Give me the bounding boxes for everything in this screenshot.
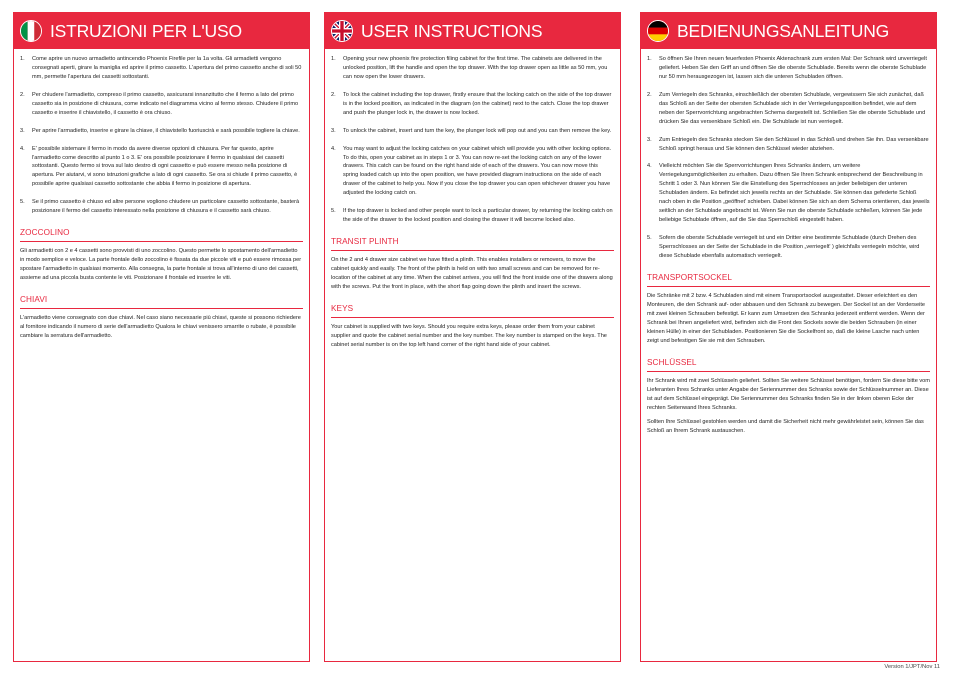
step-number: 1.: [331, 56, 336, 62]
instruction-item: [647, 55, 930, 82]
section-heading-plinth: TRANSPORTSOCKEL: [647, 271, 930, 287]
instruction-item: [20, 127, 303, 136]
step-number: 3.: [20, 127, 25, 134]
step-number: 3.: [647, 136, 652, 143]
step-number: 5.: [331, 208, 336, 215]
step-text: Vielleicht möchten Sie die Sperrvorrichtungen Ihres Schranks ändern, um weitere Verriegelungsmöglichkeiten zu erhalten. Dazu öffnen Sie Ihren Schrank entsprechend der Beschreibung in Schritt 1 oder 3. Nun können Sie die Einstellung des Sperrschlosses an jeder beliebigen der unteren Schubladen ändern. Es befindet sich jeweils rechts an der Schublade. Sie können das gefederte Schloß nach oben in die Position „geöffnet' schieben. Dabei können Sie sich an dem Schema orientieren, das jeweils seitlich an der Schublade angebracht ist. Wenn Sie nun die oberste Schublade schließen, können Sie jede beliebige Schublade öffnen, auf die Sie das Sperrschloß eingestellt haben.: [659, 163, 930, 224]
step-text: E' possibile sistemare il fermo in modo da avere diverse opzioni di chiusura. Per far questo, aprire l'armadietto come descritto al punto 1 o 3. E' ora possibile posizionare il fermo in qualsiasi dei cassetti sottostanti. Questo fermo si trova sul lato destro di ogni cassetto e può essere messo nella posizione di apertura. Per aiutarvi, vi sono istruzioni grafiche a lato di ogni cassetto. Se ora si chiude il primo cassetto, è possibile aprire qualsiasi cassetto sottostante che abbia il fermo in posizione di apertura.: [32, 145, 298, 188]
section-paragraph: Die Schränke mit 2 bzw. 4 Schubladen sind mit einem Transportsockel ausgestattet. Dieser erleichtert es den Monteuren, die den Schrank auf- oder abbauen und den Schrank zu bewegen. Der Sockel ist an der Vorderseite mit zwei kleinen Schrauben befestigt. Er kann zum Umsetzen des Schranks jederzeit entfernt werden. Wenn der Schrank bei Ihnen angeliefert wird, befinden sich die Front des Sockels sowie die beiden Schrauben (in einer kleinen Hülle) in einer der Schubladen. Positionieren Sie die Sockelfront so, daß die kleine Lasche nach unten zeigt und befestigen Sie sie mit den Schrauben.: [647, 292, 925, 344]
step-text: Se il primo cassetto è chiuso ed altre persone vogliono chiudere un particolare cassetto sottostante, basterà posizionare il fermo del cassetto interessato nella posizione di chiusura e il cassetto sarà chiuso.: [32, 199, 300, 215]
section-heading-keys: CHIAVI: [20, 293, 303, 309]
step-text: To lock the cabinet including the top drawer, firstly ensure that the locking catch on the side of the top drawer is in the locked position, as indicated in the diagram (on the cabinet) next to the catch. Close the top drawer and push the plunger lock in, the drawer is now locked.: [343, 91, 612, 116]
instruction-list: [20, 55, 303, 216]
step-number: 2.: [331, 91, 336, 98]
column-title: ISTRUZIONI PER L'USO: [50, 20, 242, 41]
instruction-item: [331, 127, 614, 136]
instruction-item: [647, 234, 930, 261]
section-paragraph: Sollten Ihre Schlüssel gestohlen werden und damit die Sicherheit nicht mehr gewährleistet sein, können Sie das Schloß an Ihrem Schrank austauschen.: [647, 419, 924, 435]
instruction-item: [20, 91, 303, 118]
column-body: [14, 49, 309, 341]
step-text: Per aprire l'armadietto, inserire e girare la chiave, il chiavistello fuoriuscirà e sarà possibile togliere la chiave.: [32, 127, 300, 134]
step-text: To unlock the cabinet, insert and turn the key, the plunger lock will pop out and you can then remove the key.: [343, 127, 612, 134]
step-number: 4.: [20, 145, 25, 152]
step-text: If the top drawer is locked and other people want to lock a particular drawer, by returning the locking catch on the side of the drawer to the locked position and closing the drawer it will become locked also.: [343, 208, 613, 224]
step-text: You may want to adjust the locking catches on your cabinet which will provide you with other locking options. To do this, open your cabinet as in steps 1 or 3. You can now re-set the locking catch on any of the lower drawers. This catch can be found on the right hand side of each of the drawers. You can now move this spring loaded catch up into the open position, we have provided diagram instructions on the side of each drawer of the cabinet to help you. Now if you close the top drawer you can open whichever drawer you have adjusted the locking catch on.: [343, 145, 612, 197]
step-text: So öffnen Sie Ihren neuen feuerfesten Phoenix Aktenschrank zum ersten Mal: Der Schrank wird unverriegelt geliefert. Heben Sie den Griff an und öffnen Sie die oberste Schublade. Bereits wenn die oberste Schublade nur 50 mm herausgezogen ist, lassen sich die unteren Schubladen öffnen.: [659, 56, 927, 80]
italy-flag-icon: [20, 20, 42, 42]
instruction-item: [331, 91, 614, 118]
column-header: [14, 13, 309, 49]
instruction-item: [331, 145, 614, 199]
instruction-item: [647, 162, 930, 225]
step-number: 1.: [647, 56, 652, 62]
column-header: [641, 13, 936, 49]
section-heading-keys: KEYS: [331, 302, 614, 318]
germany-flag-icon: [647, 20, 669, 42]
step-text: Zum Entriegeln des Schranks stecken Sie den Schlüssel in das Schloß und drehen Sie ihn. Das versenkbare Schloß springt heraus und Sie können den Schlüssel wieder abziehen.: [659, 136, 929, 152]
step-text: Come aprire un nuovo armadietto antincendio Phoenix Firefile per la 1a volta. Gli armadietti vengono consegnati aperti, girare la maniglia ed aprire il primo cassetto. L'apertura del primo cassetto anche di soli 50 mm, permette l'apertura dei cassetti sottostanti.: [32, 56, 302, 80]
step-number: 4.: [331, 145, 336, 152]
instruction-item: [331, 55, 614, 82]
instruction-item: [20, 145, 303, 190]
instruction-item: [20, 55, 303, 82]
step-number: 1.: [20, 56, 25, 62]
instruction-list: [647, 55, 930, 261]
section-paragraph: Your cabinet is supplied with two keys. Should you require extra keys, please order them from your cabinet supplier and quote the cabinet serial number and the key number. The key number is stamped on the keys. The cabinet serial number is on the top left hand corner of the right hand side of your cabinet.: [331, 324, 607, 348]
instruction-list: [331, 55, 614, 225]
step-text: Zum Verriegeln des Schranks, einschließlich der obersten Schublade, vergewissern Sie sich zunächst, daß das Schloß an der Seite der obersten Schublade sich in der Verriegelungsposition befindet, wie auf dem neben der Sperrvorrichtung angebrachten Schema dargestellt ist. Schließen Sie die oberste Schublade und drücken Sie das versenkbare Schloß ein. Die Schublade ist nun verriegelt.: [659, 91, 926, 125]
instruction-item: [647, 91, 930, 127]
column-title: BEDIENUNGSANLEITUNG: [677, 20, 890, 41]
instruction-item: [20, 198, 303, 216]
column-body: [641, 49, 936, 436]
section-heading-keys: SCHLÜSSEL: [647, 356, 930, 372]
step-number: 5.: [20, 199, 25, 206]
step-number: 4.: [647, 163, 652, 170]
column-german: [640, 12, 937, 662]
column-header: [325, 13, 620, 49]
step-number: 5.: [647, 235, 652, 241]
section-paragraph: L'armadietto viene consegnato con due chiavi. Nel caso siano necessarie più chiavi, queste si possono richiedere al fornitore indicando il numero di serie dell'armadietto Qualora le chiavi venissero smarrite o rubate, è possibile cambiare la serratura dell'armadietto.: [20, 315, 301, 339]
section-heading-plinth: ZOCCOLINO: [20, 226, 303, 242]
step-number: 3.: [331, 127, 336, 134]
step-text: Per chiudere l'armadietto, compreso il primo cassetto, assicurarsi innanzitutto che il fermo a lato del primo cassetto sia in posizione di chiusura, come indicato nel diagramma vicino al fermo stesso. Chiudere il primo cassetto e inserire il chiavistello, il cassetto è ora chiuso.: [32, 91, 299, 116]
column-english: [324, 12, 621, 662]
step-text: Opening your new phoenix fire protection filing cabinet for the first time. The cabinets are delivered in the unlocked position, lift the handle and open the top drawer. With the top drawer open as little as 50 mm, you can now open the lower drawers.: [343, 56, 608, 80]
column-title: USER INSTRUCTIONS: [361, 20, 543, 41]
step-text: Sofern die oberste Schublade verriegelt ist und ein Dritter eine bestimmte Schublade (durch Drehen des Sperrschlosses an der Seite der Schublade in die Position „verriegelt' ) gleichfalls verriegeln möchte, wird diese Schublade ebenfalls automatisch verriegelt.: [659, 235, 920, 259]
column-body: [325, 49, 620, 350]
uk-flag-icon: [331, 20, 353, 42]
column-italian: [13, 12, 310, 662]
section-paragraph: Gli armadietti con 2 e 4 cassetti sono provvisti di uno zoccolino. Questo permette lo spostamento dell'armadietto in modo semplice e veloce. La parte frontale dello zoccolino è fissata da due piccole viti e può essere rimossa per spostare l'armadietto in qualsiasi momento. Alla consegna, la parte frontale si trova all'interno di uno dei cassetti, assieme ad una piccola busta contente le viti. Posizionare il frontale ed inserire le viti.: [20, 248, 302, 282]
version-label: Version 1/JPT/Nov 11: [884, 664, 940, 670]
section-heading-plinth: TRANSIT PLINTH: [331, 235, 614, 251]
section-paragraph: On the 2 and 4 drawer size cabinet we have fitted a plinth. This enables installers or removers, to move the cabinet quickly and easily. The front of the plinth is held on with two small screws and can be removed for re-location of the cabinet at any time. When the cabinet arrives, you will find the front inside one of the drawers along with the screws. Put the front in place, with the short flap going down the plinth and insert the screws.: [331, 257, 613, 290]
instruction-item: [331, 207, 614, 225]
step-number: 2.: [20, 91, 25, 98]
section-paragraph: Ihr Schrank wird mit zwei Schlüsseln geliefert. Sollten Sie weitere Schlüssel benötigen, fordern Sie diese bitte vom Lieferanten Ihres Schranks unter Angabe der Seriennummer des Schranks sowie der Schlüsselnummer an. Diese ist auf dem Schlüssel eingeprägt. Die Seriennummer des Schranks finden Sie in der linken oberen Ecke der rechten Seitenwand Ihres Schranks.: [647, 377, 930, 411]
step-number: 2.: [647, 91, 652, 98]
instruction-item: [647, 136, 930, 154]
